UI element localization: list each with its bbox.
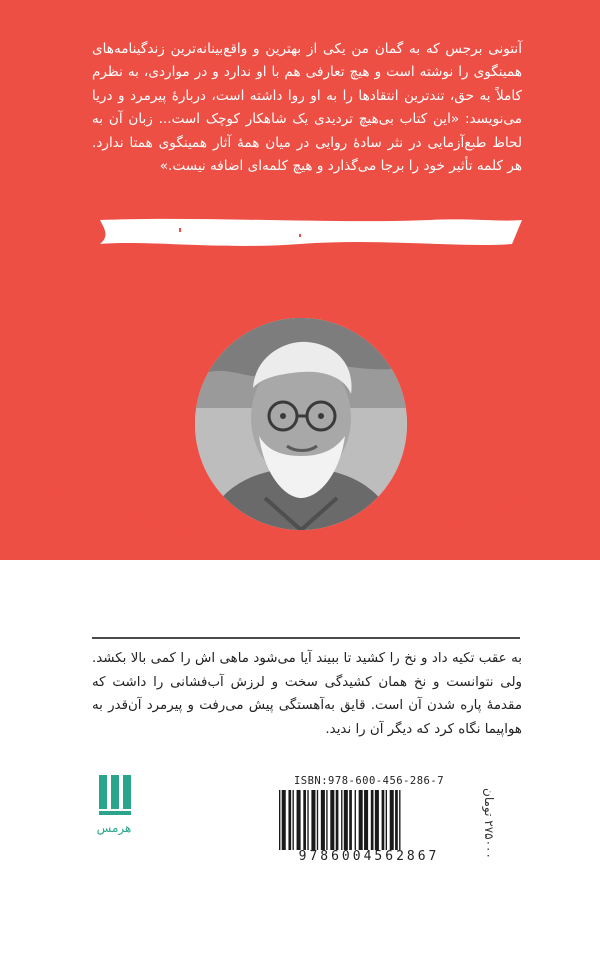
author-portrait xyxy=(195,318,407,530)
divider-line xyxy=(92,637,520,639)
publisher-name: هرمس xyxy=(96,821,132,835)
blurb-quote: آنتونی برجس که به گمان من یکی از بهترین و واقع‌بینانه‌ترین زندگینامه‌های همینگوی را نوشته است و هیچ تعارفی هم با او ندارد و در مواردی، به نظرم کاملاً به حق، تندترین انتقادها را به او روا داشته است، دربارهٔ پیرمرد و دریا می‌نویسد: «این کتاب بی‌هیچ تردیدی یک شاهکار کوچک است... زبان آن به لحاظ طبع‌آزمایی در نثر سادهٔ روایی در میان همهٔ آثار همینگوی همتا ندارد. هر کلمه تأثیر خود را برجا می‌گذارد و هیچ کلمه‌ای اضافه نیست.» xyxy=(92,41,522,175)
barcode xyxy=(277,790,461,850)
price-label: ۲۷۵۰۰۰ تومان xyxy=(482,787,496,859)
white-brush-stripe xyxy=(0,208,600,268)
isbn-label: ISBN:978-600-456-286-7 xyxy=(293,775,445,787)
book-excerpt: به عقب تکیه داد و نخ را کشید تا ببیند آیا می‌شود ماهی اش را کمی بالا بکشد. ولی نتوانست و نخ همان کشیدگی سخت و لرزش آب‌فشانی را داشت که مقدمهٔ پاره شدن آن است. قایق به‌آهستگی پیش می‌رفت و پیرمرد آن‌قدر به هواپیما نگاه کرد که دیگر آن را ندید. xyxy=(92,651,522,737)
publisher-logo xyxy=(95,775,133,853)
isbn-barcode-block xyxy=(273,775,465,867)
publisher-logo-icon xyxy=(99,775,131,817)
isbn-digits: 9786004562867 xyxy=(298,849,440,864)
